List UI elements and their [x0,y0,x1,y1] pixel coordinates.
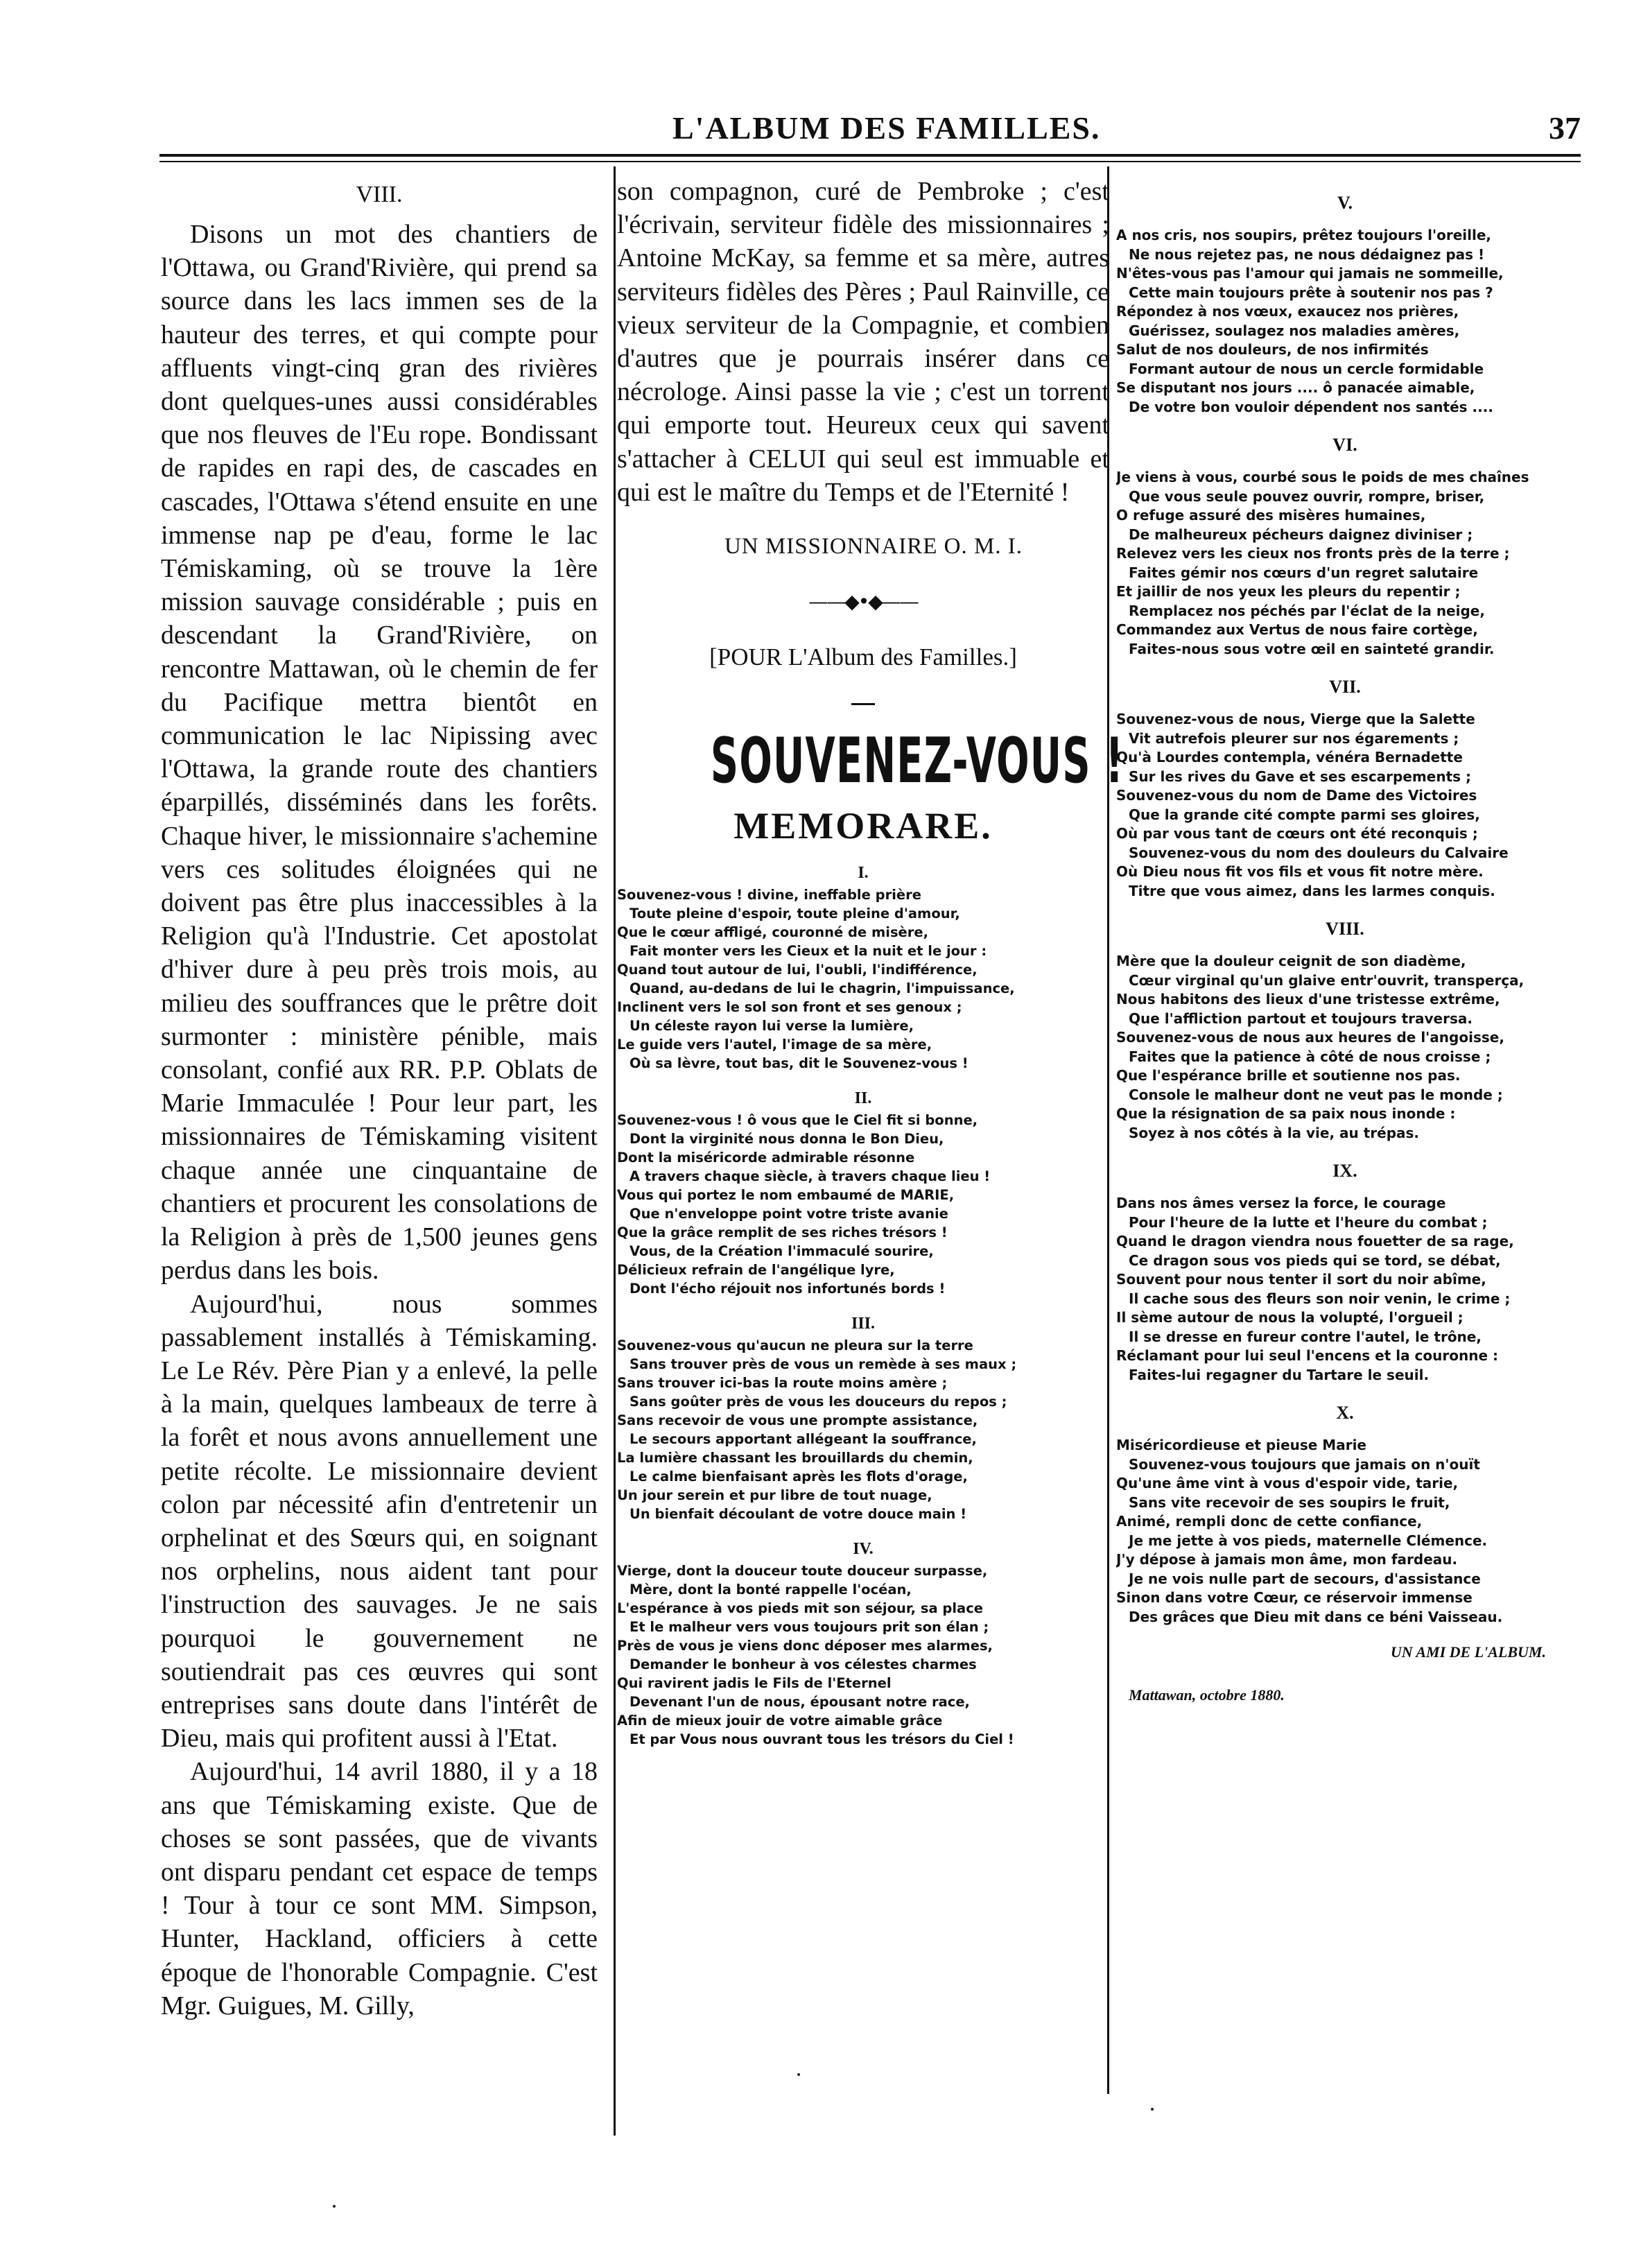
ornament-divider: ——◆•◆—— [808,590,918,614]
paragraph: Aujourd'hui, nous sommes passablement installés à Témiskaming. Le Le Rév. Père Pian y a enlevé, la pelle à la main, quelques lambeaux de terre à la forêt et nous avons annuellement une petite récolte. Le missionnaire devient colon par nécessité afin d'entretenir un orphelinat et des Sœurs qui, en soignant nos orphelins, nous aident tant pour l'instruction des sauvages. Je ne sais pourquoi le gouvernement ne soutiendrait pas ces œuvres qui sont entreprises sans doute dans l'intérêt de Dieu, mais qui profitent aussi à l'Etat. [161,1289,598,1754]
verse-line: Remplacez nos péchés par l'éclat de la neige, [1129,602,1485,619]
verse-line: Formant autour de nous un cercle formidable [1129,360,1484,377]
verse-line: Que l'affliction partout et toujours traversa. [1129,1010,1473,1027]
verse-line: Un céleste rayon lui verse la lumière, [629,1018,914,1035]
verse-line: Je me jette à vos pieds, maternelle Clémence. [1129,1532,1488,1549]
verse-line: Devenant l'un de nous, épousant notre race, [629,1694,970,1711]
dedication-line: [POUR L'Album des Familles.] [709,643,1017,671]
stanza [617,885,1109,1073]
stanza-number: VIII. [1326,919,1364,939]
verse-line: Je viens à vous, courbé sous le poids de mes chaînes [1116,469,1529,485]
verse-line: Un bienfait découlant de votre douce main ! [629,1506,967,1523]
stanza-number: VII. [1329,677,1361,697]
stanza-number: VI. [1332,435,1357,455]
column-right [1116,175,1574,1704]
stanza-number: I. [858,864,869,883]
verse-line: La lumière chassant les brouillards du chemin, [617,1450,973,1466]
verse-line: Cœur virginal qu'un glaive entr'ouvrit, transperça, [1129,971,1525,989]
stanza-number: II. [854,1089,872,1108]
verse-line: Où Dieu nous fit vos fils et vous fit notre mère. [1116,863,1484,880]
print-speck [333,2205,336,2208]
verse-line: Fait monter vers les Cieux et la nuit et le jour : [629,943,987,960]
stanza [1116,1436,1574,1627]
verse-line: Que la grande cité compte parmi ses gloires, [1129,806,1480,823]
verse-line: Titre que vous aimez, dans les larmes conquis. [1129,882,1495,899]
verse-line: Près de vous je viens donc déposer mes alarmes, [617,1638,993,1654]
verse-line: Vit autrefois pleurer sur nos égarements ; [1129,729,1459,747]
stanza [1116,226,1574,417]
verse-line: A travers chaque siècle, à travers chaque lieu ! [629,1168,991,1185]
header-rule-thin [159,161,1581,162]
verse-line: Le guide vers l'autel, l'image de sa mère, [617,1037,932,1053]
article-continuation [617,175,1109,509]
paragraph: Aujourd'hui, 14 avril 1880, il y a 18 ans que Témiskaming existe. Que de choses se sont passées, que de vivants ont disparu pendant cet espace de temps ! Tour à tour ce sont MM. Simpson, Hunter, Hackland, officiers à cette époque de l'honorable Compagnie. C'est Mgr. Guigues, M. Gilly, [161,1757,598,2020]
paragraph: Disons un mot des chantiers de l'Ottawa, ou Grand'Rivière, qui prend sa source dans les lacs immen ses de la hauteur des terres, et qui compte pour affluents vingt-cinq gran des rivières dont quelques-unes aussi considérables que nos fleuves de l'Eu rope. Bondissant de rapides en rapi des, de cascades en cascades, l'Ottawa s'étend ensuite en une immense nap pe d'eau, forme le lac Témiskaming, où se trouve la 1ère mission sauvage considérable ; puis en descendant la Grand'Rivière, on rencontre Mattawan, où le chemin de fer du Pacifique mettra bientôt en communication le lac Nipissing avec l'Ottawa, la grande route des chantiers éparpillés, disséminés dans les forêts. Chaque hiver, le missionnaire s'achemine vers ces solitudes éloignées qui ne doivent pas être plus inaccessibles à la Religion qu'à l'Industrie. Cet apostolat d'hiver dure à peu près trois mois, au milieu des souffrances que le prêtre doit surmonter : ministère pénible, mais consolant, confié aux RR. P.P. Oblats de Marie Immaculée ! Pour leur part, les missionnaires de Témiskaming visitent chaque année une cinquantaine de chantiers et procurent les consolations de la Religion à près de 1,500 jeunes gens perdus dans les bois. [161,220,598,1286]
verse-line: Des grâces que Dieu mit dans ce béni Vaisseau. [1129,1608,1503,1625]
verse-line: Souvenez-vous du nom de Dame des Victoires [1116,787,1477,804]
poem-title: SOUVENEZ-VOUS ! [710,725,1124,798]
verse-line: Sur les rives du Gave et ses escarpements ; [1129,768,1471,785]
verse-line: Toute pleine d'espoir, toute pleine d'amour, [629,906,960,922]
verse-line: Pour l'heure de la lutte et l'heure du combat ; [1129,1213,1488,1231]
verse-line: Que la grâce remplit de ses riches trésors ! [617,1224,948,1241]
verse-line: Souvenez-vous du nom des douleurs du Calvaire [1129,844,1509,861]
verse-line: Dont la miséricorde admirable résonne [617,1150,915,1166]
verse-line: Que n'enveloppe point votre triste avanie [629,1206,948,1222]
verse-line: Salut de nos douleurs, de nos infirmités [1116,341,1429,358]
verse-line: Que vous seule pouvez ouvrir, rompre, briser, [1129,487,1485,505]
column-left [161,175,598,2023]
verse-line: Vierge, dont la douceur toute douceur surpasse, [617,1563,988,1579]
verse-line: Se disputant nos jours .... ô panacée aimable, [1116,379,1475,396]
verse-line: N'êtes-vous pas l'amour qui jamais ne sommeille, [1116,265,1504,282]
verse-line: Il cache sous des fleurs son noir venin, le crime ; [1129,1290,1511,1307]
verse-line: Dont la virginité nous donna le Bon Dieu, [629,1131,944,1148]
stanza [617,1561,1109,1749]
stanza [1116,1194,1574,1385]
verse-line: Sans recevoir de vous une prompte assistance, [617,1412,978,1429]
stanza [617,1111,1109,1298]
stanza [1116,468,1574,659]
poem-stanzas [617,864,1109,1749]
verse-line: Souvenez-vous qu'aucun ne pleura sur la terre [617,1338,973,1354]
verse-line: Sans goûter près de vous les douceurs du repos ; [629,1394,1007,1410]
verse-line: Le calme bienfaisant après les flots d'orage, [629,1469,968,1485]
verse-line: Que l'espérance brille et soutienne nos pas. [1116,1067,1461,1084]
verse-line: Où par vous tant de cœurs ont été reconquis ; [1116,825,1478,842]
verse-line: Demander le bonheur à vos célestes charmes [629,1656,977,1673]
verse-line: Quand tout autour de lui, l'oubli, l'indifférence, [617,962,978,978]
verse-line: Le secours apportant allégeant la souffrance, [629,1431,977,1448]
verse-line: Sans trouver ici-bas la route moins amère ; [617,1375,948,1392]
verse-line: Qu'une âme vint à vous d'espoir vide, tarie, [1116,1475,1459,1491]
verse-line: De malheureux pécheurs daignez diviniser ; [1129,526,1473,543]
verse-line: Ce dragon sous vos pieds qui se tord, se débat, [1129,1252,1501,1269]
poem-subtitle: MEMORARE. [733,805,993,847]
verse-line: Quand, au-dedans de lui le chagrin, l'impuissance, [629,980,1015,997]
stanza-number: V. [1337,193,1353,213]
verse-line: Cette main toujours prête à soutenir nos pas ? [1129,284,1493,301]
page-header [159,110,1581,151]
verse-line: Que la résignation de sa paix nous inonde : [1116,1105,1456,1122]
verse-line: Vous qui portez le nom embaumé de MARIE, [617,1187,955,1204]
verse-line: Sans vite recevoir de ses soupirs le fruit, [1129,1494,1450,1511]
stanza-number: IX. [1332,1161,1357,1181]
verse-line: Que le cœur affligé, couronné de misère, [617,924,929,941]
verse-line: Souvenez-vous de nous aux heures de l'angoisse, [1116,1029,1504,1046]
verse-line: Souvenez-vous toujours que jamais on n'ouït [1129,1455,1480,1473]
stanza [1116,710,1574,901]
verse-line: Sinon dans votre Cœur, ce réservoir immense [1116,1589,1473,1606]
verse-line: Réclamant pour lui seul l'encens et la couronne : [1116,1347,1498,1364]
verse-line: Souvenez-vous ! divine, ineffable prière [617,887,921,903]
verse-line: O refuge assuré des misères humaines, [1116,507,1426,523]
poem-stanzas-continued [1116,193,1574,1627]
verse-line: Mère, dont la bonté rappelle l'océan, [629,1582,912,1598]
verse-line: Animé, rempli donc de cette confiance, [1116,1513,1423,1530]
column-middle [617,175,1124,1749]
verse-line: Et jaillir de nos yeux les pleurs du repentir ; [1116,583,1461,600]
poem-signature: UN AMI DE L'ALBUM. [1390,1643,1546,1661]
paragraph: son compagnon, curé de Pembroke ; c'est l'écrivain, serviteur fidèle des missionnaires ; Antoine McKay, sa femme et sa mère, autres serviteurs fidèles des Pères ; Paul Rainville, ce vieux serviteur de la Compagnie, et combien d'autres que je pourrais insérer dans ce nécrologe. Ainsi passe la vie ; c'est un torrent qui emporte tout. Heureux ceux qui savent s'attacher à CELUI qui seul est immuable et qui est le maître du Temps et de l'Eternité ! [617,177,1109,507]
verse-line: Il se dresse en fureur contre l'autel, le trône, [1129,1328,1482,1345]
verse-line: Il sème autour de nous la volupté, l'orgueil ; [1116,1309,1464,1326]
verse-line: Nous habitons des lieux d'une tristesse extrême, [1116,991,1500,1007]
verse-line: A nos cris, nos soupirs, prêtez toujours l'oreille, [1116,227,1492,243]
verse-line: Soyez à nos côtés à la vie, au trépas. [1129,1124,1420,1141]
verse-line: Faites-lui regagner du Tartare le seuil. [1129,1366,1430,1383]
verse-line: Qu'à Lourdes contempla, vénéra Bernadette [1116,749,1463,765]
verse-line: Mère que la douleur ceignit de son diadème, [1116,953,1466,969]
verse-line: Faites-nous sous votre œil en sainteté grandir. [1129,640,1495,657]
print-speck [797,2073,800,2076]
verse-line: Où sa lèvre, tout bas, dit le Souvenez-vous ! [629,1055,969,1072]
article-text [161,218,598,2023]
short-dash [851,703,875,705]
verse-line: Miséricordieuse et pieuse Marie [1116,1437,1366,1453]
verse-line: Et par Vous nous ouvrant tous les trésors du Ciel ! [629,1731,1014,1748]
verse-line: Relevez vers les cieux nos fronts près de la terre ; [1116,545,1510,562]
verse-line: Je ne vois nulle part de secours, d'assistance [1129,1570,1481,1587]
verse-line: Afin de mieux jouir de votre aimable grâce [617,1713,943,1729]
page-number: 37 [1549,110,1581,146]
verse-line: Vous, de la Création l'immaculé sourire, [629,1243,934,1260]
verse-line: Qui ravirent jadis le Fils de l'Eternel [617,1675,892,1692]
verse-line: L'espérance à vos pieds mit son séjour, sa place [617,1600,983,1617]
verse-line: Sans trouver près de vous un remède à ses maux ; [629,1356,1017,1373]
verse-line: Répondez à nos vœux, exaucez nos prières, [1116,303,1459,320]
verse-line: Souvenez-vous ! ô vous que le Ciel fit si bonne, [617,1112,978,1129]
verse-line: Quand le dragon viendra nous fouetter de sa rage, [1116,1233,1514,1249]
stanza-number: III. [851,1315,876,1333]
verse-line: Console le malheur dont ne veut pas le monde ; [1129,1086,1503,1103]
stanza [1116,952,1574,1143]
header-rule-thick [159,154,1581,157]
verse-line: Ne nous rejetez pas, ne nous dédaignez pas ! [1129,245,1485,263]
verse-line: Souvenez-vous de nous, Vierge que la Salette [1116,711,1475,727]
verse-line: Guérissez, soulagez nos maladies amères, [1129,322,1460,339]
verse-line: Commandez aux Vertus de nous faire cortège, [1116,621,1478,638]
verse-line: Délicieux refrain de l'angélique lyre, [617,1262,895,1279]
verse-line: Un jour serein et pur libre de tout nuage, [617,1487,932,1504]
running-title: L'ALBUM DES FAMILLES. [672,110,1101,146]
stanza [617,1336,1109,1523]
stanza-number: X. [1336,1403,1354,1423]
print-speck [1151,2108,1154,2111]
verse-line: De votre bon vouloir dépendent nos santés .... [1129,398,1493,415]
stanza-number: IV. [853,1540,874,1559]
section-number: VIII. [356,182,403,207]
verse-line: J'y dépose à jamais mon âme, mon fardeau. [1116,1551,1458,1568]
verse-line: Et le malheur vers vous toujours prit son élan ; [629,1619,989,1636]
verse-line: Souvent pour nous tenter il sort du noir abîme, [1116,1271,1486,1288]
column-divider-left [614,166,616,2136]
verse-line: Dans nos âmes versez la force, le courage [1116,1195,1446,1211]
article-signature: UN MISSIONNAIRE O. M. I. [724,534,1023,560]
verse-line: Faites que la patience à côté de nous croisse ; [1129,1048,1491,1065]
verse-line: Dont l'écho réjouit nos infortunés bords ! [629,1281,946,1297]
place-date: Mattawan, octobre 1880. [1129,1686,1285,1704]
verse-line: Faites gémir nos cœurs d'un regret salutaire [1129,564,1479,581]
verse-line: Inclinent vers le sol son front et ses genoux ; [617,999,962,1016]
